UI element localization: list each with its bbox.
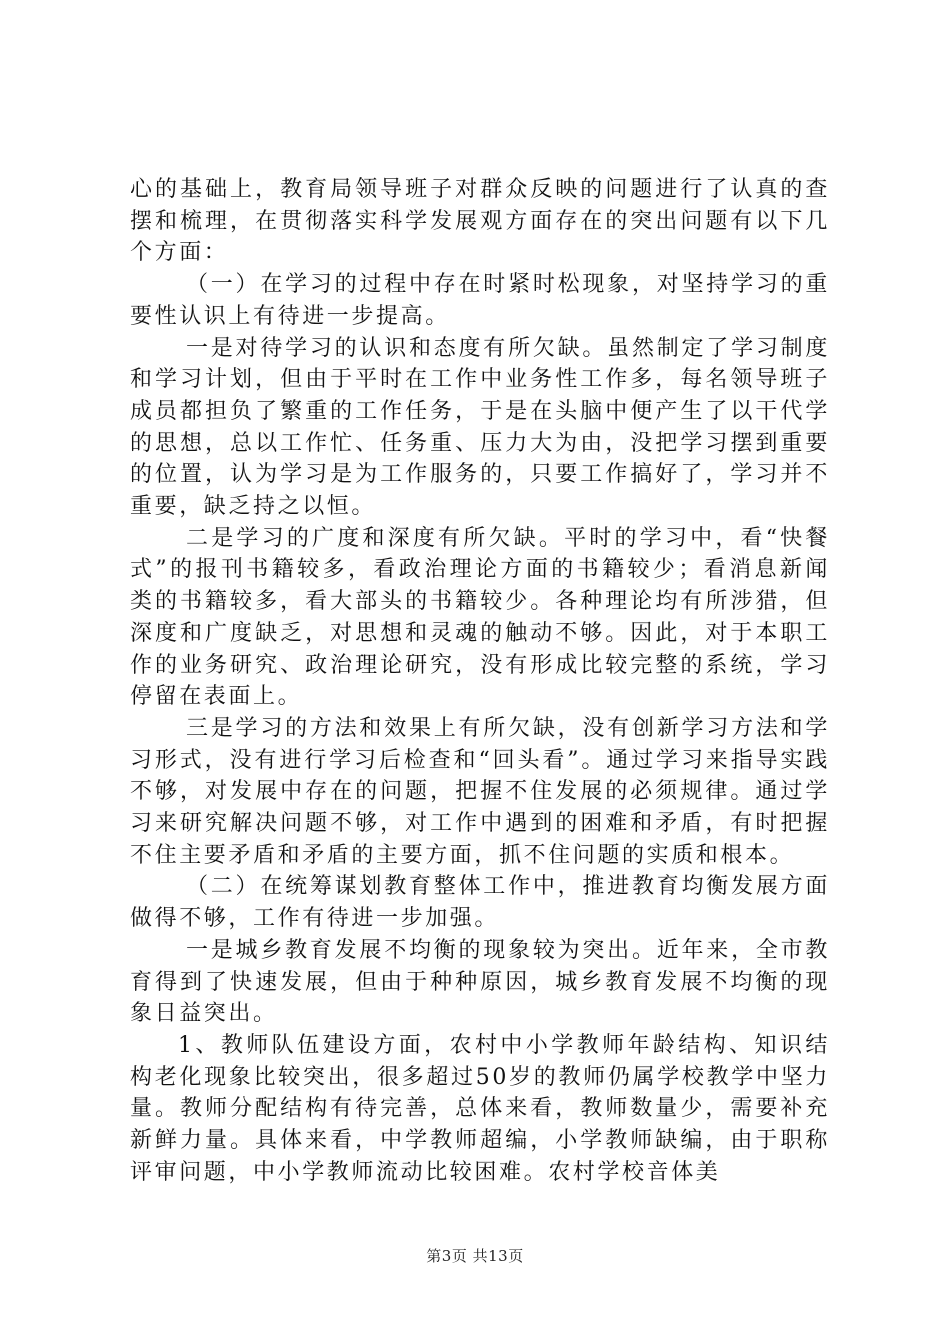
paragraph-3: 一是对待学习的认识和态度有所欠缺。虽然制定了学习制度和学习计划，但由于平时在工作中业务性工作多，每名领导班子成员都担负了繁重的工作任务，于是在头脑中便产生了以干代学的思想，总以工作忙、任务重、压力大为由，没把学习摆到重要的位置，认为学习是为工作服务的，只要工作搞好了，学习并不重要，缺乏持之以恒。 — [130, 335, 830, 520]
paragraph-4: 二是学习的广度和深度有所欠缺。平时的学习中，看“快餐式”的报刊书籍较多，看政治理论方面的书籍较少；看消息新闻类的书籍较多，看大部头的书籍较少。各种理论均有所涉猎，但深度和广度缺乏，对思想和灵魂的触动不够。因此，对于本职工作的业务研究、政治理论研究，没有形成比较完整的系统，学习停留在表面上。 — [130, 525, 830, 710]
paragraph-5: 三是学习的方法和效果上有所欠缺，没有创新学习方法和学习形式，没有进行学习后检查和“回头看”。通过学习来指导实践不够，对发展中存在的问题，把握不住发展的必须规律。通过学习来研究解决问题不够，对工作中遇到的困难和矛盾，有时把握不住主要矛盾和矛盾的主要方面，抓不住问题的实质和根本。 — [130, 715, 830, 868]
page-footer — [0, 1245, 950, 1266]
page-number: 第3页 共13页 — [426, 1247, 524, 1265]
paragraph-8: 1、教师队伍建设方面，农村中小学教师年龄结构、知识结构老化现象比较突出，很多超过50岁的教师仍属学校教学中坚力量。教师分配结构有待完善，总体来看，教师数量少，需要补充新鲜力量。具体来看，中学教师超编，小学教师缺编，由于职称评审问题，中小学教师流动比较困难。农村学校音体美 — [130, 1032, 830, 1185]
paragraph-7: 一是城乡教育发展不均衡的现象较为突出。近年来，全市教育得到了快速发展，但由于种种原因，城乡教育发展不均衡的现象日益突出。 — [130, 937, 830, 1027]
paragraph-6: （二）在统筹谋划教育整体工作中，推进教育均衡发展方面做得不够，工作有待进一步加强。 — [130, 874, 830, 932]
paragraph-1: 心的基础上，教育局领导班子对群众反映的问题进行了认真的查摆和梳理，在贯彻落实科学发展观方面存在的突出问题有以下几个方面： — [130, 177, 830, 266]
paragraph-2: （一）在学习的过程中存在时紧时松现象，对坚持学习的重要性认识上有待进一步提高。 — [130, 272, 830, 329]
document-body — [130, 174, 830, 1189]
